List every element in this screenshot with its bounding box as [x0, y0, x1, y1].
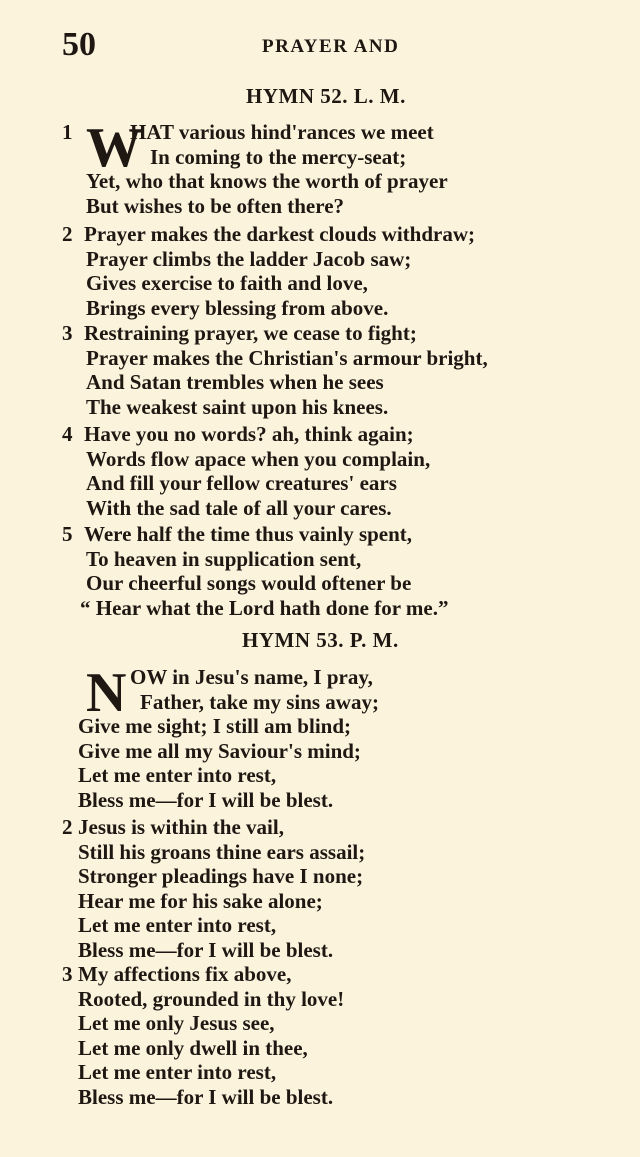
stanza-number: 3	[62, 962, 73, 986]
stanza-line	[62, 471, 622, 496]
stanza-line	[62, 370, 622, 395]
page-number: 50	[62, 26, 96, 63]
drop-cap: W	[86, 117, 142, 179]
line-text: Bless me—for I will be blest.	[78, 787, 334, 812]
stanza	[62, 815, 622, 962]
stanza-line	[62, 447, 622, 472]
line-text: OW in Jesu's name, I pray,	[130, 665, 373, 689]
line-text: Give me all my Saviour's mind;	[78, 738, 361, 763]
stanza-line	[62, 763, 622, 788]
line-text: Restraining prayer, we cease to fight;	[84, 321, 417, 345]
stanza-line	[62, 840, 622, 865]
line-text: Let me enter into rest,	[78, 913, 277, 937]
stanza-line	[62, 296, 622, 321]
stanza-line	[62, 889, 622, 914]
stanza-line	[62, 222, 622, 247]
stanza-line	[62, 120, 622, 145]
stanza-line	[62, 962, 622, 987]
stanza-number: 1	[62, 120, 73, 144]
stanza-line	[62, 571, 622, 596]
stanza-line	[62, 739, 622, 764]
line-text: My affections fix above,	[78, 962, 292, 986]
stanza-line	[62, 271, 622, 296]
hymn-title: HYMN 53. P. M.	[242, 628, 399, 652]
stanza-line	[62, 346, 622, 371]
line-text: Prayer makes the Christian's armour bright,	[86, 345, 488, 370]
stanza	[62, 117, 622, 218]
stanza-line	[62, 395, 622, 420]
stanza-line	[62, 547, 622, 572]
stanza-line	[62, 788, 622, 813]
line-text: Have you no words? ah, think again;	[84, 422, 414, 446]
line-text: Our cheerful songs would oftener be	[86, 571, 412, 595]
stanza-line	[62, 1085, 622, 1110]
line-text: But wishes to be often there?	[86, 193, 345, 218]
stanza-line	[62, 1011, 622, 1036]
line-text: “ Hear what the Lord hath done for me.”	[80, 595, 449, 620]
stanza-line	[62, 1036, 622, 1061]
line-text: Rooted, grounded in thy love!	[78, 986, 345, 1011]
line-text: With the sad tale of all your cares.	[86, 495, 392, 520]
line-text: Prayer makes the darkest clouds withdraw;	[84, 222, 476, 246]
stanza-line	[62, 169, 622, 194]
drop-cap: N	[86, 662, 127, 724]
stanza-number: 5	[62, 522, 73, 546]
stanza-line	[62, 864, 622, 889]
line-text: Jesus is within the vail,	[78, 815, 284, 839]
line-text: Father, take my sins away;	[140, 689, 379, 714]
line-text: Still his groans thine ears assail;	[78, 839, 366, 864]
line-text: The weakest saint upon his knees.	[86, 394, 389, 419]
line-text: In coming to the mercy-seat;	[150, 144, 407, 169]
stanza-line	[62, 247, 622, 272]
stanza-line	[62, 596, 622, 621]
stanza-line	[62, 422, 622, 447]
line-text: Give me sight; I still am blind;	[78, 714, 352, 738]
line-text: Hear me for his sake alone;	[78, 888, 323, 913]
stanza-line	[62, 665, 622, 690]
running-head: PRAYER AND	[262, 36, 400, 57]
stanza-line	[62, 815, 622, 840]
line-text: Let me enter into rest,	[78, 763, 277, 787]
stanza-line	[62, 321, 622, 346]
stanza-number: 3	[62, 321, 73, 345]
line-text: To heaven in supplication sent,	[86, 546, 362, 571]
line-text: Bless me—for I will be blest.	[78, 937, 334, 962]
stanza-number: 4	[62, 422, 73, 446]
stanza	[62, 962, 622, 1109]
hymn-title: HYMN 52. L. M.	[246, 84, 406, 108]
stanza-line	[62, 1060, 622, 1085]
stanza	[62, 522, 622, 620]
line-text: Yet, who that knows the worth of prayer	[86, 169, 448, 193]
stanza-number: 2	[62, 222, 73, 246]
stanza-line	[62, 690, 622, 715]
stanza	[62, 321, 622, 419]
line-text: Let me only dwell in thee,	[78, 1035, 308, 1060]
stanza-number: 2	[62, 815, 73, 839]
line-text: Let me only Jesus see,	[78, 1011, 275, 1035]
line-text: Bless me—for I will be blest.	[78, 1084, 334, 1109]
line-text: Prayer climbs the ladder Jacob saw;	[86, 246, 412, 271]
stanza	[62, 422, 622, 520]
line-text: Brings every blessing from above.	[86, 295, 389, 320]
stanza	[62, 222, 622, 320]
stanza-line	[62, 714, 622, 739]
line-text: And fill your fellow creatures' ears	[86, 471, 397, 495]
line-text: Let me enter into rest,	[78, 1060, 277, 1084]
stanza-line	[62, 145, 622, 170]
stanza-line	[62, 987, 622, 1012]
stanza-line	[62, 913, 622, 938]
line-text: Were half the time thus vainly spent,	[84, 522, 413, 546]
line-text: Gives exercise to faith and love,	[86, 271, 368, 295]
line-text: Words flow apace when you complain,	[86, 446, 431, 471]
line-text: Stronger pleadings have I none;	[78, 864, 364, 888]
stanza-line	[62, 938, 622, 963]
stanza-line	[62, 496, 622, 521]
stanza-line	[62, 194, 622, 219]
line-text: HAT various hind'rances we meet	[130, 120, 434, 144]
stanza	[62, 662, 622, 812]
stanza-line	[62, 522, 622, 547]
line-text: And Satan trembles when he sees	[86, 370, 384, 394]
